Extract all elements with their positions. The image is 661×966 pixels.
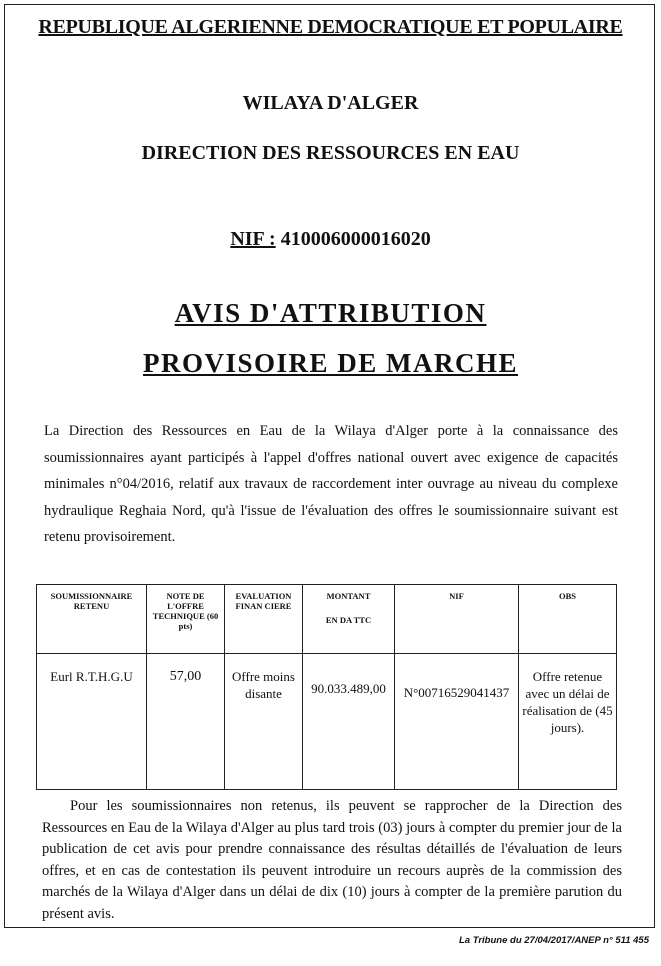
header-soumissionnaire: SOUMISSIONNAIRE RETENU	[37, 585, 147, 654]
results-table	[36, 584, 617, 790]
cell-evaluation: Offre moins disante	[225, 654, 303, 790]
cell-nif: N°00716529041437	[395, 654, 519, 790]
header-obs: OBS	[519, 585, 617, 654]
cell-note: 57,00	[147, 654, 225, 790]
header-montant: MONTANT EN DA TTC	[303, 585, 395, 654]
closing-paragraph: Pour les soumissionnaires non retenus, ils peuvent se rapprocher de la Direction des Ressources en Eau de la Wilaya d'Alger au plus tard trois (03) jours à compter du premier jour de la publication de cet avis pour prendre connaissance des résultas détaillés de l'évaluation de leurs offres, et en cas de contestation ils peuvent introduire un recours auprès de la commission des marchés de la Wilaya d'Alger dans un délai de dix (10) jours à compter de la première parution du présent avis.	[42, 798, 622, 922]
nif-value: 410006000016020	[280, 228, 431, 250]
cell-soumissionnaire: Eurl R.T.H.G.U	[37, 654, 147, 790]
intro-paragraph: La Direction des Ressources en Eau de la Wilaya d'Alger porte à la connaissance des soumissionnaires ayant participés à l'appel d'offres national ouvert avec exigence de capacités minimales n°04/2016, relatif aux travaux de raccordement inter ouvrage au niveau du complexe hydraulique Reghaia Nord, qu'à l'issue de l'évaluation des offres le soumissionnaire suivant est retenu provisoirement.	[44, 423, 618, 545]
header-note: NOTE DE L'OFFRE TECHNIQUE (60 pts)	[147, 585, 225, 654]
republic-heading: REPUBLIQUE ALGERIENNE DEMOCRATIQUE ET POPULAIRE	[38, 16, 623, 38]
title-line-1: AVIS D'ATTRIBUTION	[174, 298, 487, 328]
header-montant-unit: EN DA TTC	[325, 615, 372, 625]
table-row	[37, 654, 617, 790]
header-evaluation: EVALUATION FINAN CIERE	[225, 585, 303, 654]
header-nif: NIF	[395, 585, 519, 654]
cell-obs: Offre retenue avec un délai de réalisation de (45 jours).	[519, 654, 617, 790]
wilaya-heading: WILAYA D'ALGER	[242, 92, 419, 114]
title-line-2: PROVISOIRE DE MARCHE	[142, 348, 519, 378]
publication-footer: La Tribune du 27/04/2017/ANEP n° 511 455	[458, 935, 649, 946]
nif-label: NIF :	[230, 228, 276, 250]
nif-heading	[0, 228, 661, 251]
cell-montant: 90.033.489,00	[303, 654, 395, 790]
table-header-row	[37, 585, 617, 654]
direction-heading: DIRECTION DES RESSOURCES EN EAU	[141, 142, 520, 164]
